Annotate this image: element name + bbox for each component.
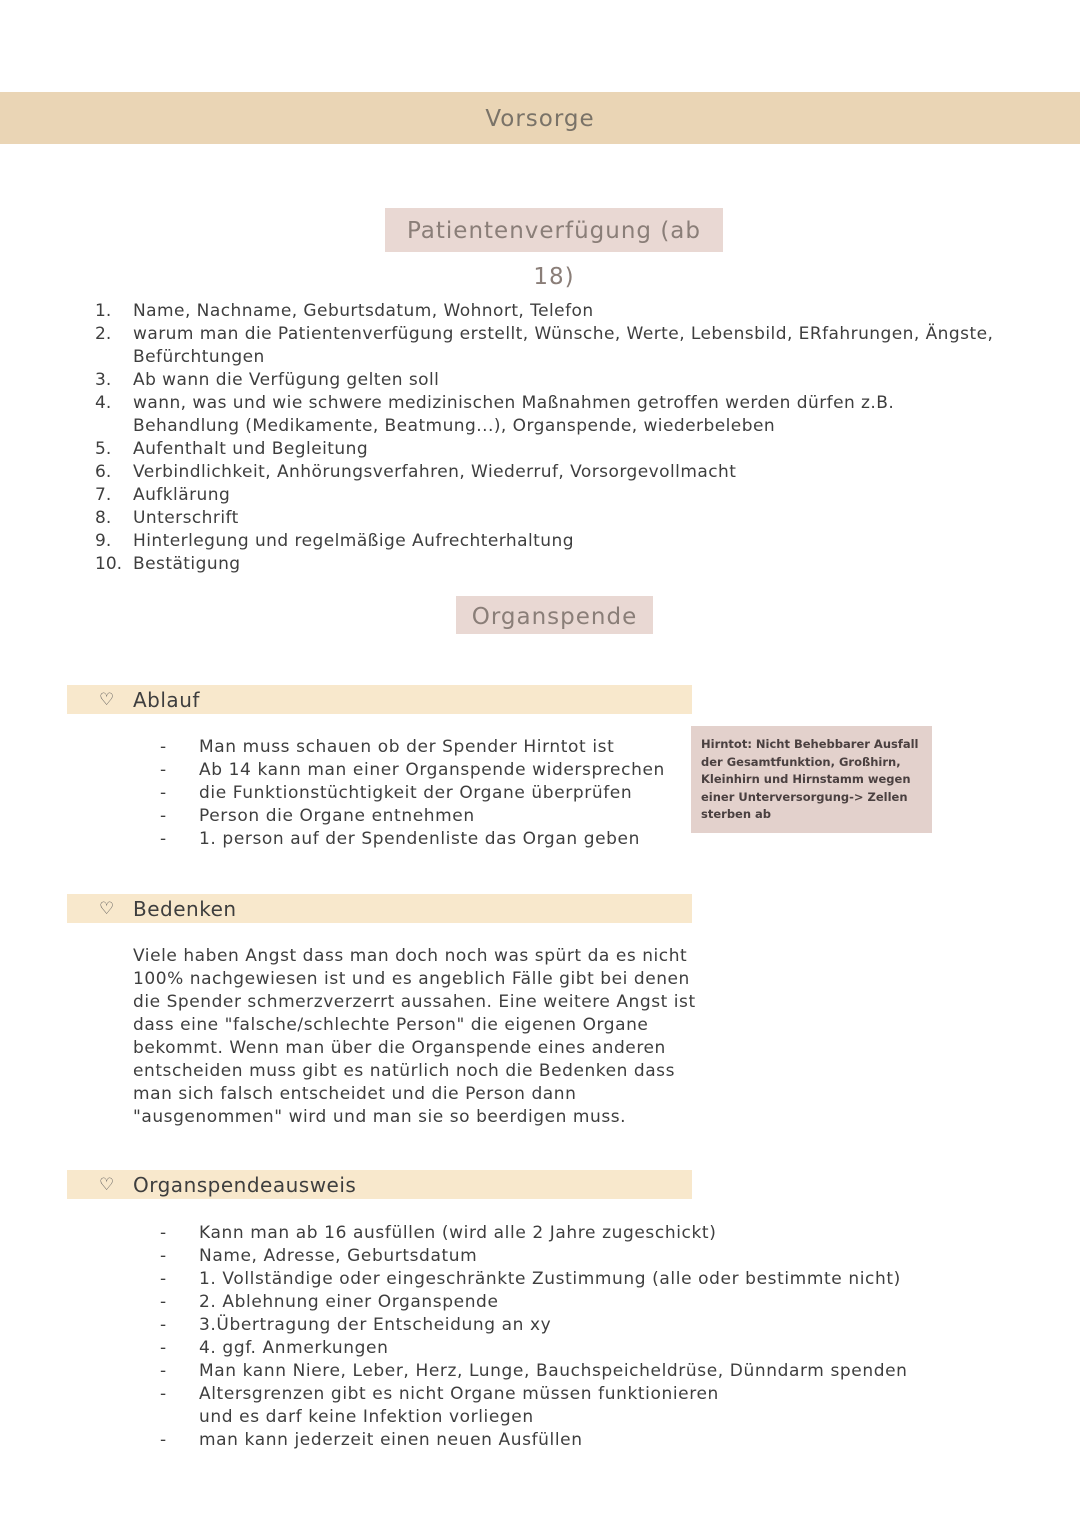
list-number: 4. bbox=[95, 393, 112, 413]
dash-bullet-icon: - bbox=[160, 1292, 167, 1312]
hirntot-note: Hirntot: Nicht Behebbarer Ausfall der Gesamtfunktion, Großhirn, Kleinhirn und Hirnstamm wegen einer Unterversorgung-> Zellen sterben ab bbox=[691, 726, 932, 833]
list-text: 2. Ablehnung einer Organspende bbox=[199, 1292, 499, 1312]
dash-bullet-icon: - bbox=[160, 737, 167, 757]
list-text: 1. person auf der Spendenliste das Organ geben bbox=[199, 829, 640, 849]
list-text: Man kann Niere, Leber, Herz, Lunge, Bauchspeicheldrüse, Dünndarm spenden bbox=[199, 1361, 908, 1381]
dash-bullet-icon: - bbox=[160, 1361, 167, 1381]
list-item bbox=[95, 484, 1003, 507]
list-item bbox=[95, 300, 1003, 323]
list-item bbox=[160, 1222, 960, 1245]
list-text: Man muss schauen ob der Spender Hirntot ist bbox=[199, 737, 615, 757]
list-number: 5. bbox=[95, 439, 112, 459]
list-text: Ab 14 kann man einer Organspende widersprechen bbox=[199, 760, 665, 780]
dash-bullet-icon: - bbox=[160, 1384, 167, 1404]
heart-icon: ♡ bbox=[99, 690, 115, 710]
dash-bullet-icon: - bbox=[160, 1223, 167, 1243]
list-text: Aufklärung bbox=[133, 485, 231, 505]
list-text: 3.Übertragung der Entscheidung an xy bbox=[199, 1315, 552, 1335]
dash-bullet-icon: - bbox=[160, 783, 167, 803]
list-text: Name, Nachname, Geburtsdatum, Wohnort, Telefon bbox=[133, 301, 594, 321]
dash-bullet-icon: - bbox=[160, 760, 167, 780]
list-item bbox=[160, 805, 680, 828]
page-title: Vorsorge bbox=[485, 106, 595, 132]
section-ablauf-header bbox=[67, 685, 692, 714]
patientenverfuegung-list bbox=[95, 300, 1003, 576]
list-number: 10. bbox=[95, 554, 123, 574]
list-text: Bestätigung bbox=[133, 554, 241, 574]
list-item bbox=[160, 1337, 960, 1360]
list-text: Name, Adresse, Geburtsdatum bbox=[199, 1246, 478, 1266]
list-item bbox=[160, 736, 680, 759]
list-text: Altersgrenzen gibt es nicht Organe müssen funktionieren und es darf keine Infektion vorliegen bbox=[199, 1384, 719, 1427]
list-number: 8. bbox=[95, 508, 112, 528]
list-text: 1. Vollständige oder eingeschränkte Zustimmung (alle oder bestimmte nicht) bbox=[199, 1269, 901, 1289]
ausweis-list bbox=[160, 1222, 960, 1452]
page-title-banner bbox=[0, 92, 1080, 144]
heart-icon: ♡ bbox=[99, 1175, 115, 1195]
dash-bullet-icon: - bbox=[160, 1338, 167, 1358]
organspende-heading: Organspende bbox=[456, 596, 653, 634]
list-number: 7. bbox=[95, 485, 112, 505]
list-item bbox=[160, 1245, 960, 1268]
list-item bbox=[95, 323, 1003, 369]
list-number: 2. bbox=[95, 324, 112, 344]
list-item bbox=[160, 1291, 960, 1314]
list-item bbox=[160, 782, 680, 805]
dash-bullet-icon: - bbox=[160, 806, 167, 826]
list-text: Aufenthalt und Begleitung bbox=[133, 439, 369, 459]
list-item bbox=[95, 553, 1003, 576]
heart-icon: ♡ bbox=[99, 899, 115, 919]
section-bedenken-header bbox=[67, 894, 692, 923]
section-title: Bedenken bbox=[133, 897, 237, 921]
dash-bullet-icon: - bbox=[160, 1315, 167, 1335]
list-text: Hinterlegung und regelmäßige Aufrechterhaltung bbox=[133, 531, 574, 551]
dash-bullet-icon: - bbox=[160, 1246, 167, 1266]
ablauf-list bbox=[160, 736, 680, 851]
section-title: Ablauf bbox=[133, 688, 200, 712]
list-number: 9. bbox=[95, 531, 112, 551]
list-text: die Funktionstüchtigkeit der Organe überprüfen bbox=[199, 783, 633, 803]
list-text: Person die Organe entnehmen bbox=[199, 806, 475, 826]
section-title: Organspendeausweis bbox=[133, 1173, 357, 1197]
bedenken-text: Viele haben Angst dass man doch noch was spürt da es nicht 100% nachgewiesen ist und es angeblich Fälle gibt bei denen die Spender schmerzverzerrt aussahen. Eine weitere Angst ist dass eine "falsche/schlechte Person" die eigenen Organe bekommt. Wenn man über die Organspende eines anderen entscheiden muss gibt es natürlich noch die Bedenken dass man sich falsch entscheidet und die Person dann "ausgenommen" wird und man sie so beerdigen muss. bbox=[133, 946, 696, 1127]
list-item bbox=[160, 1360, 960, 1383]
list-item bbox=[95, 461, 1003, 484]
list-item bbox=[95, 530, 1003, 553]
list-text: Ab wann die Verfügung gelten soll bbox=[133, 370, 440, 390]
list-item bbox=[95, 369, 1003, 392]
list-item bbox=[160, 1268, 960, 1291]
list-text: warum man die Patientenverfügung erstellt, Wünsche, Werte, Lebensbild, ERfahrungen, Ängste, Befürchtungen bbox=[133, 324, 994, 367]
list-text: wann, was und wie schwere medizinischen Maßnahmen getroffen werden dürfen z.B. Behandlung (Medikamente, Beatmung...), Organspende, wiederbeleben bbox=[133, 393, 895, 436]
list-item bbox=[95, 392, 1003, 438]
dash-bullet-icon: - bbox=[160, 1430, 167, 1450]
list-number: 1. bbox=[95, 301, 112, 321]
section-ausweis-header bbox=[67, 1170, 692, 1199]
list-text: Unterschrift bbox=[133, 508, 239, 528]
list-text: Verbindlichkeit, Anhörungsverfahren, Wiederruf, Vorsorgevollmacht bbox=[133, 462, 737, 482]
list-number: 3. bbox=[95, 370, 112, 390]
list-item bbox=[160, 1429, 960, 1452]
dash-bullet-icon: - bbox=[160, 1269, 167, 1289]
list-item bbox=[160, 1383, 960, 1429]
list-text: man kann jederzeit einen neuen Ausfüllen bbox=[199, 1430, 583, 1450]
patientenverfuegung-heading: Patientenverfügung (ab 18) bbox=[385, 208, 723, 252]
list-text: Kann man ab 16 ausfüllen (wird alle 2 Jahre zugeschickt) bbox=[199, 1223, 717, 1243]
list-text: 4. ggf. Anmerkungen bbox=[199, 1338, 389, 1358]
dash-bullet-icon: - bbox=[160, 829, 167, 849]
list-item bbox=[160, 828, 680, 851]
list-item bbox=[95, 438, 1003, 461]
list-item bbox=[160, 1314, 960, 1337]
list-number: 6. bbox=[95, 462, 112, 482]
list-item bbox=[95, 507, 1003, 530]
list-item bbox=[160, 759, 680, 782]
